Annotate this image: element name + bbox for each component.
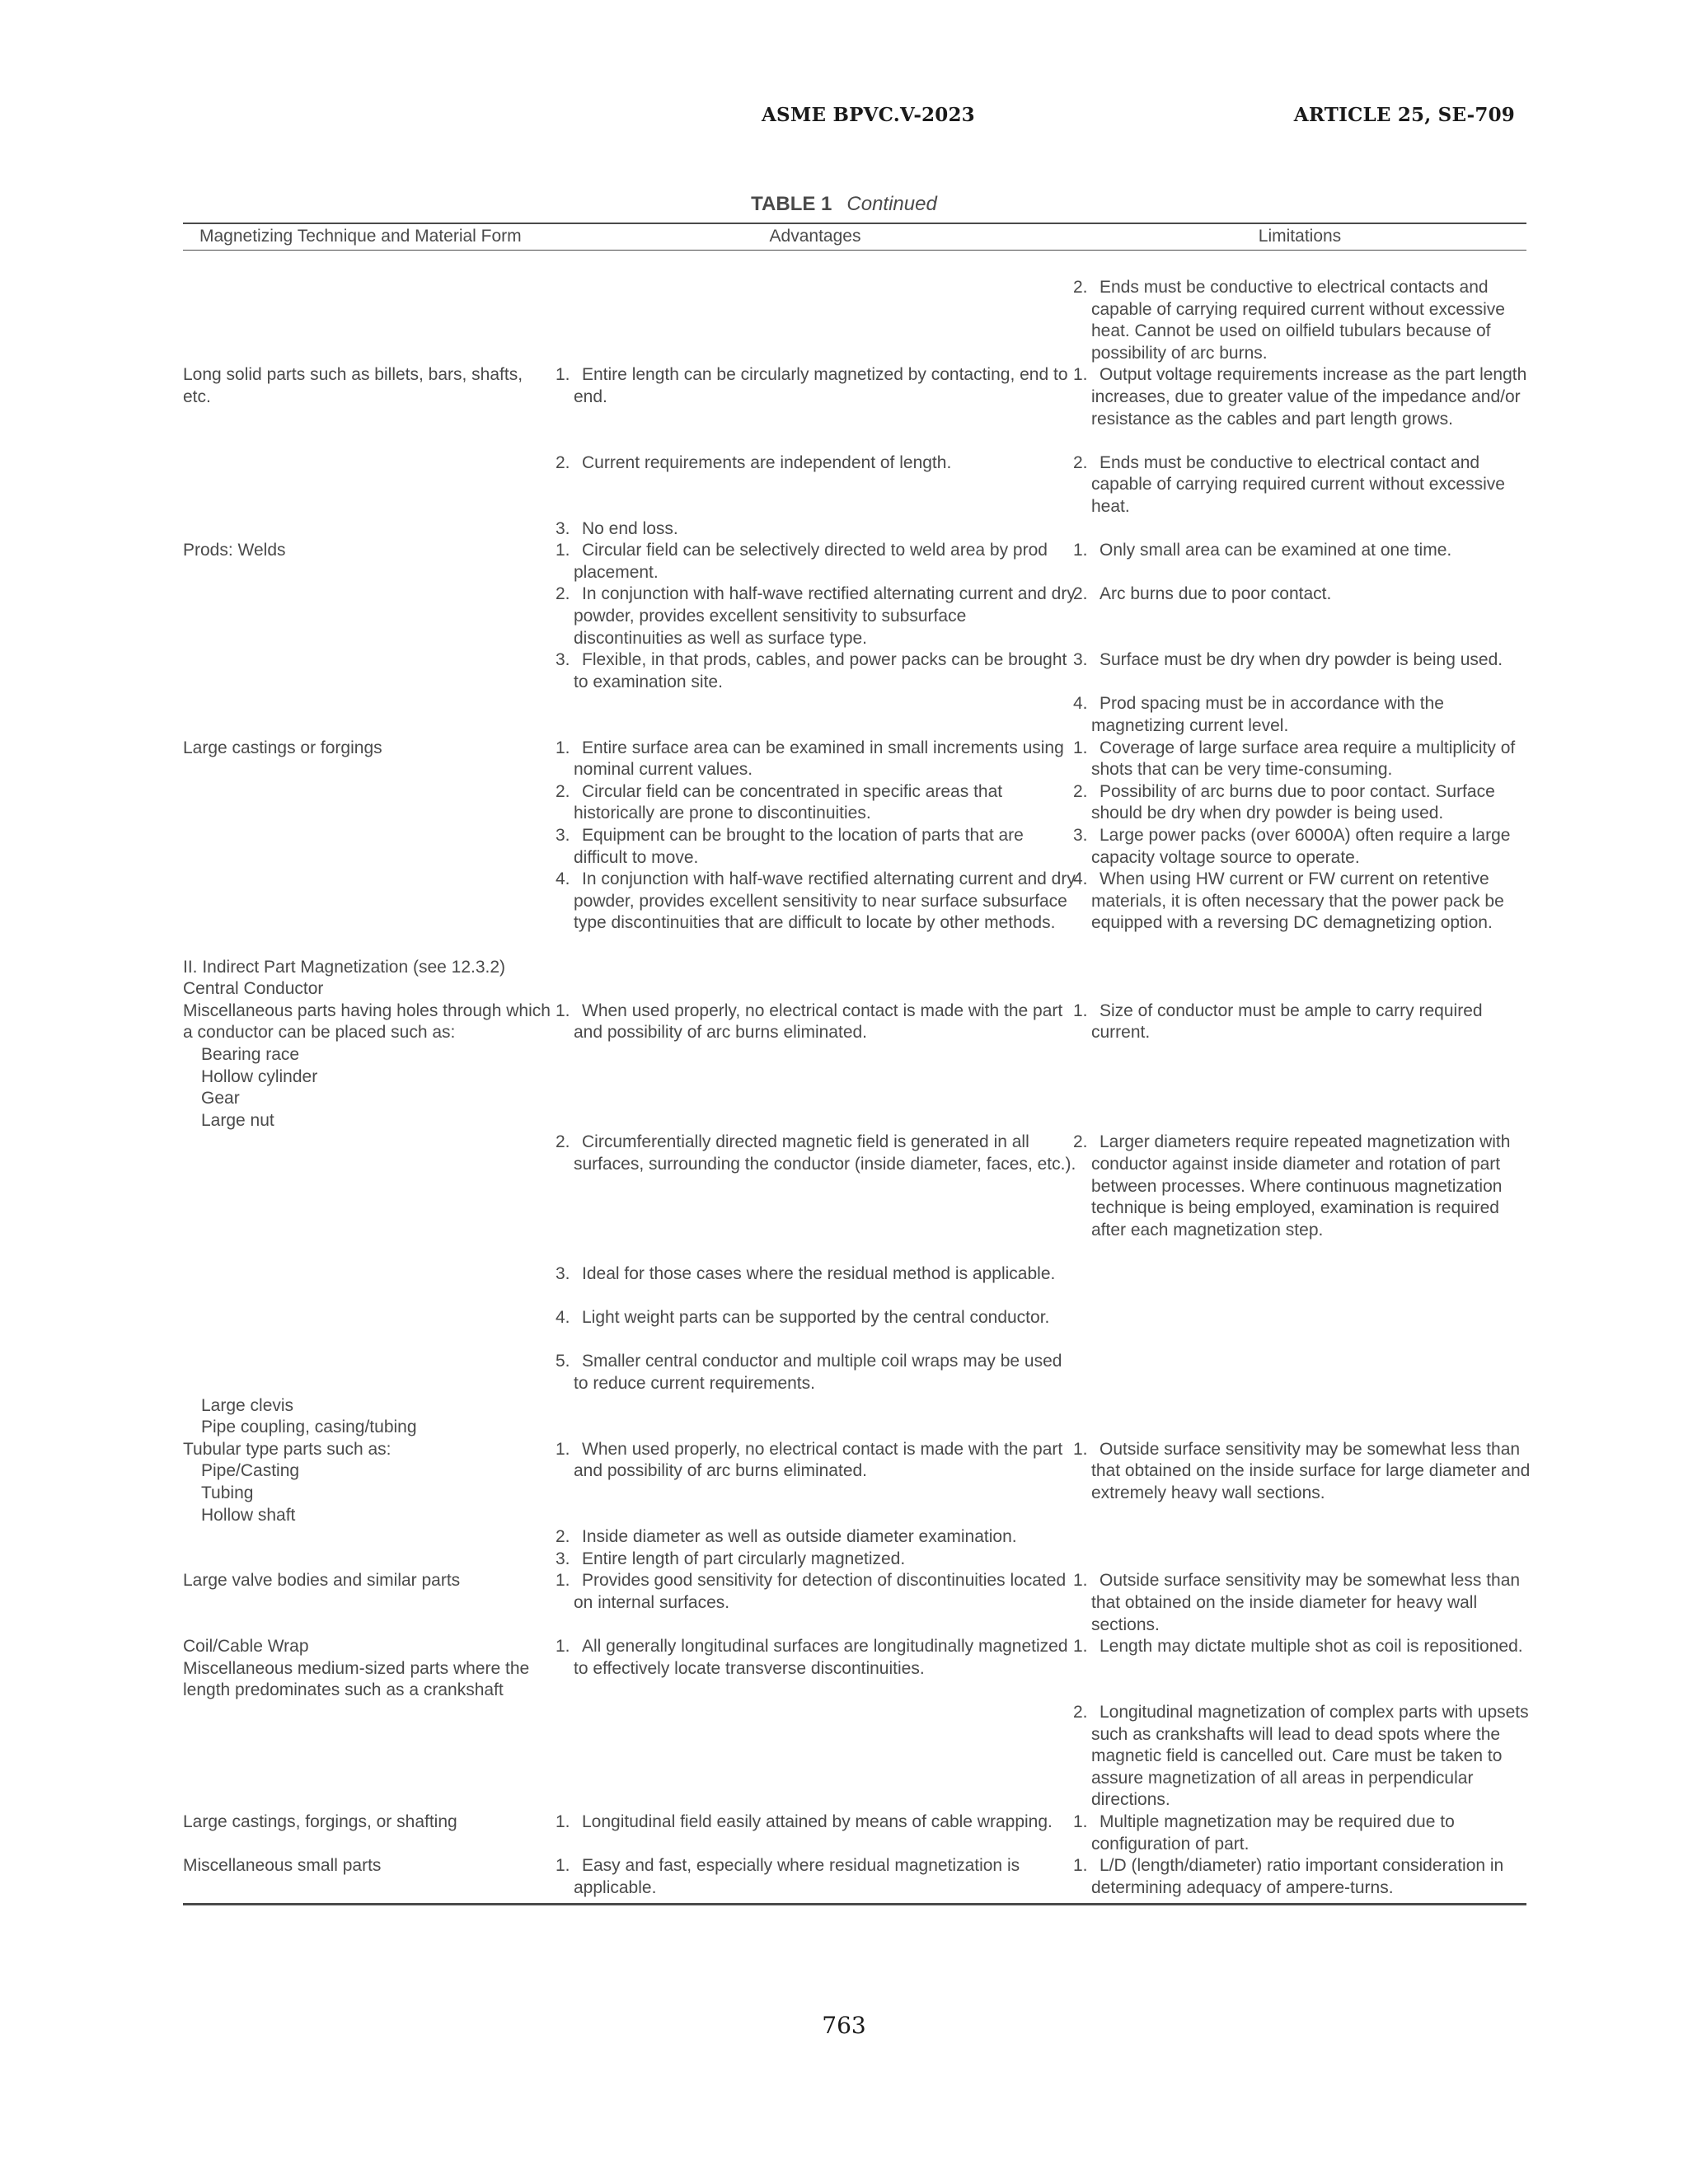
item-number: 1. (556, 1571, 570, 1591)
item-number: 2. (1073, 781, 1088, 801)
technique-label: Coil/Cable Wrap (183, 1637, 309, 1657)
technique-label: Long solid parts such as billets, bars, shafts, etc. (183, 365, 523, 406)
table-cell-advantage (556, 781, 1079, 825)
item-number: 1. (556, 541, 570, 560)
item-text: Surface must be dry when dry powder is being used. (1100, 650, 1503, 670)
table-cell-advantage (556, 1001, 1079, 1044)
item-number: 2. (556, 584, 570, 604)
item-number: 3. (556, 650, 570, 670)
table-cell-advantage (556, 825, 1079, 869)
table-cell-limitation (1073, 693, 1531, 737)
item-number: 4. (1073, 869, 1088, 889)
technique-label: Miscellaneous medium-sized parts where the length predominates such as a crankshaft (183, 1658, 530, 1700)
table-cell-advantage (556, 1307, 1079, 1329)
item-text: Outside surface sensitivity may be somewhat less than that obtained on the inside diameter for heavy wall sections. (1091, 1571, 1521, 1634)
table-cell-technique (183, 1066, 552, 1089)
item-text: Entire surface area can be examined in small increments using nominal current values. (574, 738, 1064, 780)
item-number: 2. (1073, 1132, 1088, 1152)
table-cell-limitation (1073, 1702, 1531, 1811)
part-example: Hollow shaft (201, 1505, 296, 1525)
item-text: Circular field can be concentrated in specific areas that historically are prone to discontinuities. (574, 781, 1003, 823)
table-cell-advantage (556, 738, 1079, 781)
item-text: Possibility of arc burns due to poor contact. Surface should be dry when dry powder is being used. (1091, 781, 1495, 823)
table-bottom-rule (183, 1903, 1526, 1905)
item-text: Outside surface sensitivity may be somewhat less than that obtained on the inside surface for large diameter and extremely heavy wall sections. (1091, 1439, 1531, 1502)
table-cell-limitation (1073, 1570, 1531, 1636)
item-text: Size of conductor must be ample to carry required current. (1091, 1001, 1483, 1043)
table-cell-advantage (556, 452, 1079, 475)
running-header-right: ARTICLE 25, SE-709 (1293, 104, 1515, 126)
table-cell-advantage (556, 1570, 1079, 1614)
item-text: In conjunction with half-wave rectified alternating current and dry powder, provides excellent sensitivity to near surface subsurface type discontinuities that are difficult to locate by other methods. (574, 869, 1076, 933)
item-number: 1. (1073, 541, 1088, 560)
item-number: 2. (1073, 584, 1088, 604)
table-cell-advantage (556, 1811, 1079, 1834)
table-cell-limitation (1073, 1132, 1531, 1241)
technique-label: Miscellaneous small parts (183, 1856, 382, 1876)
item-text: In conjunction with half-wave rectified alternating current and dry powder, provides excellent sensitivity to subsurface discontinuities as well as surface type. (574, 584, 1076, 648)
column-header-limitations: Limitations (1258, 227, 1342, 246)
technique-label: II. Indirect Part Magnetization (see 12.3.2) (183, 957, 506, 977)
column-header-technique: Magnetizing Technique and Material Form (199, 227, 522, 246)
table-cell-advantage (556, 1636, 1079, 1680)
item-text: Easy and fast, especially where residual magnetization is applicable. (574, 1856, 1020, 1897)
item-text: Light weight parts can be supported by the central conductor. (582, 1308, 1050, 1328)
technique-label: Miscellaneous parts having holes through which a conductor can be placed such as: (183, 1001, 551, 1043)
table-cell-technique (183, 978, 552, 1001)
table-cell-technique (183, 1001, 552, 1044)
table-cell-advantage (556, 518, 1079, 541)
table-cell-technique (183, 1658, 552, 1702)
item-number: 3. (1073, 826, 1088, 845)
table-cell-technique (183, 1088, 552, 1110)
table-cell-limitation (1073, 583, 1531, 606)
table-cell-advantage (556, 1549, 1079, 1571)
table-cell-technique (183, 540, 552, 562)
item-number: 1. (556, 1439, 570, 1459)
table-cell-technique (183, 957, 552, 979)
item-number: 4. (1073, 694, 1088, 714)
item-number: 1. (556, 738, 570, 757)
table-cell-limitation (1073, 649, 1531, 672)
table-cell-limitation (1073, 452, 1531, 518)
table-cell-limitation (1073, 1811, 1531, 1855)
table-cell-advantage (556, 1351, 1079, 1394)
table-cell-limitation (1073, 364, 1531, 430)
item-text: Circumferentially directed magnetic field is generated in all surfaces, surrounding the conductor (inside diameter, faces, etc.). (574, 1132, 1076, 1174)
item-number: 2. (556, 781, 570, 801)
item-text: When used properly, no electrical contact is made with the part and possibility of arc burns eliminated. (574, 1001, 1063, 1043)
table-cell-technique (183, 1439, 552, 1461)
item-text: Inside diameter as well as outside diameter examination. (582, 1527, 1017, 1547)
item-text: Large power packs (over 6000A) often require a large capacity voltage source to operate. (1091, 826, 1511, 867)
item-number: 3. (556, 518, 570, 538)
item-text: Longitudinal field easily attained by means of cable wrapping. (582, 1812, 1053, 1831)
technique-label: Tubular type parts such as: (183, 1439, 392, 1459)
item-text: Equipment can be brought to the location of parts that are difficult to move. (574, 826, 1024, 867)
running-header-left: ASME BPVC.V-2023 (762, 104, 975, 126)
table-cell-advantage (556, 869, 1079, 935)
item-text: Length may dictate multiple shot as coil is repositioned. (1100, 1637, 1523, 1657)
item-number: 3. (556, 826, 570, 845)
item-text: Ends must be conductive to electrical contacts and capable of carrying required current without excessive heat. Cannot be used on oilfield tubulars because of possibility of arc burns. (1091, 278, 1505, 363)
table-cell-limitation (1073, 277, 1531, 364)
column-header-advantages: Advantages (769, 227, 861, 246)
table-cell-limitation (1073, 540, 1531, 562)
page-number: 763 (822, 2012, 866, 2039)
table-cell-limitation (1073, 1439, 1531, 1505)
table-header-rule (183, 250, 1526, 251)
item-number: 1. (1073, 1856, 1088, 1876)
table-cell-technique (183, 1395, 552, 1418)
table-cell-technique (183, 1044, 552, 1066)
table-continued-label: Continued (846, 193, 937, 215)
table-cell-limitation (1073, 738, 1531, 781)
technique-label: Large castings, forgings, or shafting (183, 1812, 457, 1831)
item-text: Longitudinal magnetization of complex parts with upsets such as crankshafts will lead to dead spots where the magnetic field is cancelled out. Care must be taken to assure magnetization of all areas in perpendicular directions. (1091, 1703, 1529, 1810)
table-caption (0, 193, 1688, 216)
table-cell-technique (183, 1855, 552, 1877)
part-example: Large clevis (201, 1395, 294, 1415)
item-text: When used properly, no electrical contact is made with the part and possibility of arc burns eliminated. (574, 1439, 1063, 1481)
table-cell-technique (183, 1505, 552, 1527)
table-cell-technique (183, 1417, 552, 1439)
table-cell-advantage (556, 1132, 1079, 1175)
part-example: Tubing (201, 1483, 254, 1502)
technique-label: Large valve bodies and similar parts (183, 1571, 461, 1591)
item-number: 1. (1073, 1571, 1088, 1591)
item-number: 1. (556, 1637, 570, 1657)
item-text: Flexible, in that prods, cables, and power packs can be brought to examination site. (574, 650, 1067, 691)
item-text: Larger diameters require repeated magnetization with conductor against inside diameter and rotation of part between processes. Where continuous magnetization technique is being employed, examination is required after each magnetization step. (1091, 1132, 1511, 1240)
item-number: 1. (1073, 1001, 1088, 1020)
table-cell-limitation (1073, 869, 1531, 935)
table-top-rule (183, 223, 1526, 224)
item-text: Current requirements are independent of length. (582, 452, 952, 472)
item-number: 1. (556, 1812, 570, 1831)
item-number: 3. (556, 1264, 570, 1283)
item-number: 3. (556, 1549, 570, 1568)
part-example: Pipe coupling, casing/tubing (201, 1418, 417, 1437)
part-example: Large nut (201, 1110, 274, 1130)
item-text: Only small area can be examined at one time. (1100, 541, 1452, 560)
item-number: 2. (1073, 1703, 1088, 1722)
item-number: 2. (556, 1527, 570, 1547)
item-text: Output voltage requirements increase as the part length increases, due to greater value of the impedance and/or resistance as the cables and part length grows. (1091, 365, 1527, 429)
table-cell-technique (183, 1110, 552, 1132)
technique-label: Central Conductor (183, 979, 324, 999)
table-number: TABLE 1 (751, 193, 832, 215)
table-cell-limitation (1073, 825, 1531, 869)
item-number: 1. (556, 1856, 570, 1876)
table-cell-technique (183, 1570, 552, 1592)
table-cell-limitation (1073, 781, 1531, 825)
item-number: 1. (556, 1001, 570, 1020)
item-number: 1. (1073, 365, 1088, 385)
technique-label: Large castings or forgings (183, 738, 382, 757)
item-text: Entire length can be circularly magnetized by contacting, end to end. (574, 365, 1068, 406)
item-text: Ends must be conductive to electrical contact and capable of carrying required current without excessive heat. (1091, 452, 1505, 516)
table-cell-technique (183, 364, 552, 408)
item-text: Circular field can be selectively directed to weld area by prod placement. (574, 541, 1048, 582)
table-cell-technique (183, 1460, 552, 1483)
item-number: 4. (556, 1308, 570, 1328)
table-cell-limitation (1073, 1636, 1531, 1658)
item-number: 2. (1073, 452, 1088, 472)
item-text: All generally longitudinal surfaces are longitudinally magnetized to effectively locate transverse discontinuities. (574, 1637, 1068, 1678)
technique-label: Prods: Welds (183, 541, 286, 560)
item-number: 1. (1073, 738, 1088, 757)
item-number: 1. (556, 365, 570, 385)
part-example: Hollow cylinder (201, 1066, 318, 1086)
item-number: 1. (1073, 1812, 1088, 1831)
table-cell-technique (183, 738, 552, 760)
table-cell-advantage (556, 1439, 1079, 1483)
table-cell-technique (183, 1811, 552, 1834)
item-text: Ideal for those cases where the residual method is applicable. (582, 1264, 1056, 1283)
table-cell-advantage (556, 649, 1079, 693)
table-cell-technique (183, 1636, 552, 1658)
item-number: 1. (1073, 1637, 1088, 1657)
table-cell-limitation (1073, 1855, 1531, 1899)
item-text: Prod spacing must be in accordance with the magnetizing current level. (1091, 694, 1444, 735)
item-number: 4. (556, 869, 570, 889)
item-number: 5. (556, 1352, 570, 1371)
table-cell-limitation (1073, 1001, 1531, 1044)
part-example: Pipe/Casting (201, 1461, 300, 1481)
table-cell-advantage (556, 583, 1079, 649)
part-example: Gear (201, 1089, 240, 1108)
table-cell-advantage (556, 1263, 1079, 1286)
item-number: 2. (556, 1132, 570, 1152)
item-text: L/D (length/diameter) ratio important consideration in determining adequacy of ampere-turns. (1091, 1856, 1504, 1897)
item-number: 1. (1073, 1439, 1088, 1459)
item-text: Multiple magnetization may be required due to configuration of part. (1091, 1812, 1455, 1854)
table-cell-technique (183, 1483, 552, 1505)
table-cell-advantage (556, 540, 1079, 583)
table-cell-advantage (556, 1526, 1079, 1549)
item-text: Arc burns due to poor contact. (1100, 584, 1332, 604)
item-text: Coverage of large surface area require a multiplicity of shots that can be very time-consuming. (1091, 738, 1516, 780)
item-number: 2. (556, 452, 570, 472)
item-text: Provides good sensitivity for detection of discontinuities located on internal surfaces. (574, 1571, 1067, 1612)
part-example: Bearing race (201, 1045, 300, 1064)
table-cell-advantage (556, 1855, 1079, 1899)
item-text: Entire length of part circularly magnetized. (582, 1549, 906, 1568)
item-text: When using HW current or FW current on retentive materials, it is often necessary that the power pack be equipped with a reversing DC demagnetizing option. (1091, 869, 1504, 933)
item-text: Smaller central conductor and multiple coil wraps may be used to reduce current requirements. (574, 1352, 1062, 1393)
item-number: 2. (1073, 278, 1088, 297)
table-cell-advantage (556, 364, 1079, 408)
item-text: No end loss. (582, 518, 678, 538)
item-number: 3. (1073, 650, 1088, 670)
